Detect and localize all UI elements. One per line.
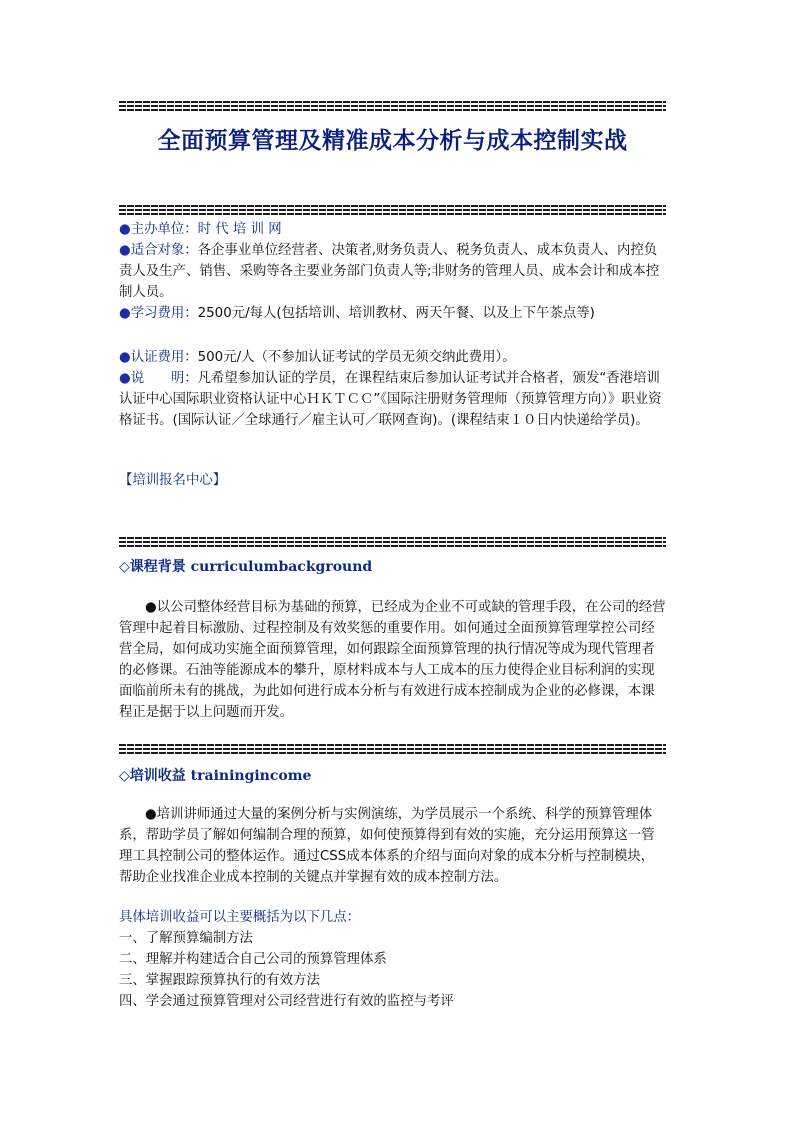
diamond-icon: ◇	[119, 559, 130, 575]
fee-value: 2500元/每人(包括培训、培训教材、两天午餐、以及上下午茶点等)	[197, 306, 595, 321]
cert-fee-label: 认证费用：	[130, 350, 198, 365]
separator-line	[119, 537, 666, 547]
income-paragraph: ●培训讲师通过大量的案例分析与实例演练，为学员展示一个系统、科学的预算管理体系，帮助学员了解如何编制合理的预算，如何使预算得到有效的实施，充分运用预算这一管理工具控制公司的整体运作。通过CSS成本体系的介绍与面向对象的成本分析与控制模块，帮助企业找准企业成本控制的关键点并掌握有效的成本控制方法。	[119, 807, 655, 885]
fee-line	[119, 303, 667, 324]
cert-block	[119, 347, 667, 431]
info-block	[119, 219, 667, 324]
diamond-icon: ◇	[119, 768, 130, 784]
separator-line	[119, 205, 666, 215]
page-title: 全面预算管理及精准成本分析与成本控制实战	[157, 127, 628, 154]
note-line	[119, 368, 667, 431]
cert-fee-line	[119, 347, 667, 368]
bullet-icon: ●	[119, 306, 131, 321]
summary-point: 一、了解预算编制方法	[119, 931, 253, 946]
bullet-icon: ●	[119, 371, 131, 386]
summary-point: 三、掌握跟踪预算执行的有效方法	[119, 973, 320, 988]
audience-line	[119, 240, 667, 303]
cert-fee-value: 500元/人（不参加认证考试的学员无须交纳此费用）。	[197, 350, 516, 365]
note-label: 说 明：	[130, 371, 198, 386]
fee-label: 学习费用：	[130, 306, 198, 321]
background-heading: ◇课程背景 curriculumbackground	[119, 559, 373, 575]
background-paragraph: ●以公司整体经营目标为基础的预算，已经成为企业不可或缺的管理手段，在公司的经营管理中起着目标激励、过程控制及有效奖惩的重要作用。如何通过全面预算管理掌控公司经营全局，如何成功实施全面预算管理，如何跟踪全面预算管理的执行情况等成为现代管理者的必修课。石油等能源成本的攀升，原材料成本与人工成本的压力使得企业目标利润的实现面临前所未有的挑战，为此如何进行成本分析与有效进行成本控制成为企业的必修课，本课程正是据于以上问题而开发。	[119, 600, 666, 720]
organizer-label: 主办单位：	[130, 222, 198, 237]
organizer-value: 时 代 培 训 网	[197, 222, 282, 237]
audience-label: 适合对象：	[130, 243, 198, 258]
income-summary	[119, 907, 667, 1012]
note-value: 凡希望参加认证的学员，在课程结束后参加认证考试并合格者，颁发“香港培训认证中心国际职业资格认证中心ＨＫＴＣＣ”《国际注册财务管理师（预算管理方向）》职业资格证书。(国际认证／全球通行／雇主认可／联网查询)。(课程结束１０日内快递给学员)。	[119, 371, 662, 428]
summary-point: 二、理解并构建适合自己公司的预算管理体系	[119, 952, 387, 967]
audience-value: 各企事业单位经营者、决策者,财务负责人、税务负责人、成本负责人、内控负责人及生产、销售、采购等各主要业务部门负责人等;非财务的管理人员、成本会计和成本控制人员。	[119, 243, 660, 300]
separator-line	[119, 101, 666, 111]
bullet-icon: ●	[119, 350, 131, 365]
bullet-icon: ●	[119, 243, 131, 258]
bullet-icon: ●	[119, 222, 131, 237]
summary-intro: 具体培训收益可以主要概括为以下几点：	[119, 910, 361, 925]
registration-center-link[interactable]: 【培训报名中心】	[119, 473, 227, 488]
organizer-line	[119, 219, 667, 240]
separator-line	[119, 744, 666, 754]
income-heading: ◇培训收益 trainingincome	[119, 768, 312, 784]
summary-point: 四、学会通过预算管理对公司经营进行有效的监控与考评	[119, 994, 454, 1009]
